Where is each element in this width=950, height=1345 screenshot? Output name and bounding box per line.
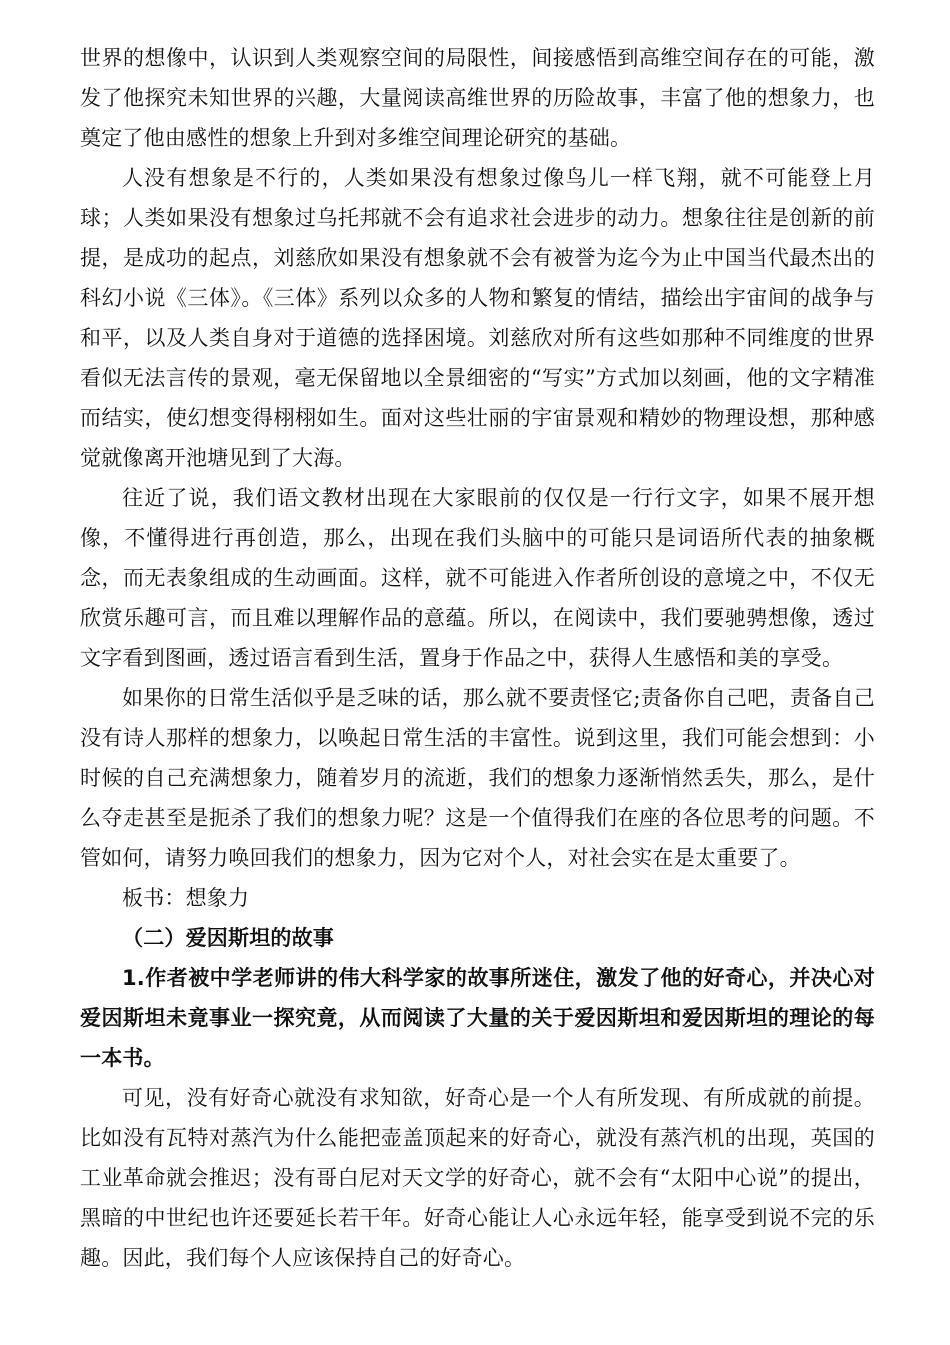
blackboard-note: 板书：想象力 (122, 886, 250, 910)
document-page (80, 38, 875, 1278)
paragraph-imagination-continued: 世界的想像中，认识到人类观察空间的局限性，间接感悟到高维空间存在的可能，激发了他探究未知世界的兴趣，大量阅读高维世界的历险故事，丰富了他的想象力，也奠定了他由感性的想象上升到对多维空间理论研究的基础。 (80, 46, 875, 150)
paragraph-daily-life: 如果你的日常生活似乎是乏味的话，那么就不要责怪它;责备你自己吧，责备自己没有诗人那样的想象力，以唤起日常生活的丰富性。说到这里，我们可能会想到：小时候的自己充满想象力，随着岁月的流逝，我们的想象力逐渐悄然丢失，那么，是什么夺走甚至是扼杀了我们的想象力呢？这是一个值得我们在座的各位思考的问题。不管如何，请努力唤回我们的想象力，因为它对个人，对社会实在是太重要了。 (80, 686, 875, 870)
point-one-bold: 1.作者被中学老师讲的伟大科学家的故事所迷住，激发了他的好奇心，并决心对爱因斯坦未竟事业一探究竟，从而阅读了大量的关于爱因斯坦和爱因斯坦的理论的每一本书。 (80, 966, 875, 1070)
paragraph-reading-imagination: 往近了说，我们语文教材出现在大家眼前的仅仅是一行行文字，如果不展开想像，不懂得进行再创造，那么，出现在我们头脑中的可能只是词语所代表的抽象概念，而无表象组成的生动画面。这样，就不可能进入作者所创设的意境之中，不仅无欣赏乐趣可言，而且难以理解作品的意蕴。所以，在阅读中，我们要驰骋想像，透过文字看到图画，透过语言看到生活，置身于作品之中，获得人生感悟和美的享受。 (80, 486, 875, 670)
paragraph-curiosity: 可见，没有好奇心就没有求知欲，好奇心是一个人有所发现、有所成就的前提。比如没有瓦特对蒸汽为什么能把壶盖顶起来的好奇心，就没有蒸汽机的出现，英国的工业革命就会推迟；没有哥白尼对天文学的好奇心，就不会有“太阳中心说”的提出，黑暗的中世纪也许还要延长若干年。好奇心能让人心永远年轻，能享受到说不完的乐趣。因此，我们每个人应该保持自己的好奇心。 (80, 1086, 875, 1270)
paragraph-imagination-importance: 人没有想象是不行的，人类如果没有想象过像鸟儿一样飞翔，就不可能登上月球；人类如果没有想象过乌托邦就不会有追求社会进步的动力。想象往往是创新的前提，是成功的起点，刘慈欣如果没有想象就不会有被誉为迄今为止中国当代最杰出的科幻小说《三体》。《三体》系列以众多的人物和繁复的情结，描绘出宇宙间的战争与和平，以及人类自身对于道德的选择困境。刘慈欣对所有这些如那种不同维度的世界看似无法言传的景观，毫无保留地以全景细密的“写实”方式加以刻画，他的文字精准而结实，使幻想变得栩栩如生。面对这些壮丽的宇宙景观和精妙的物理设想，那种感觉就像离开池塘见到了大海。 (80, 166, 875, 470)
section-heading-einstein: （二）爱因斯坦的故事 (122, 926, 334, 950)
